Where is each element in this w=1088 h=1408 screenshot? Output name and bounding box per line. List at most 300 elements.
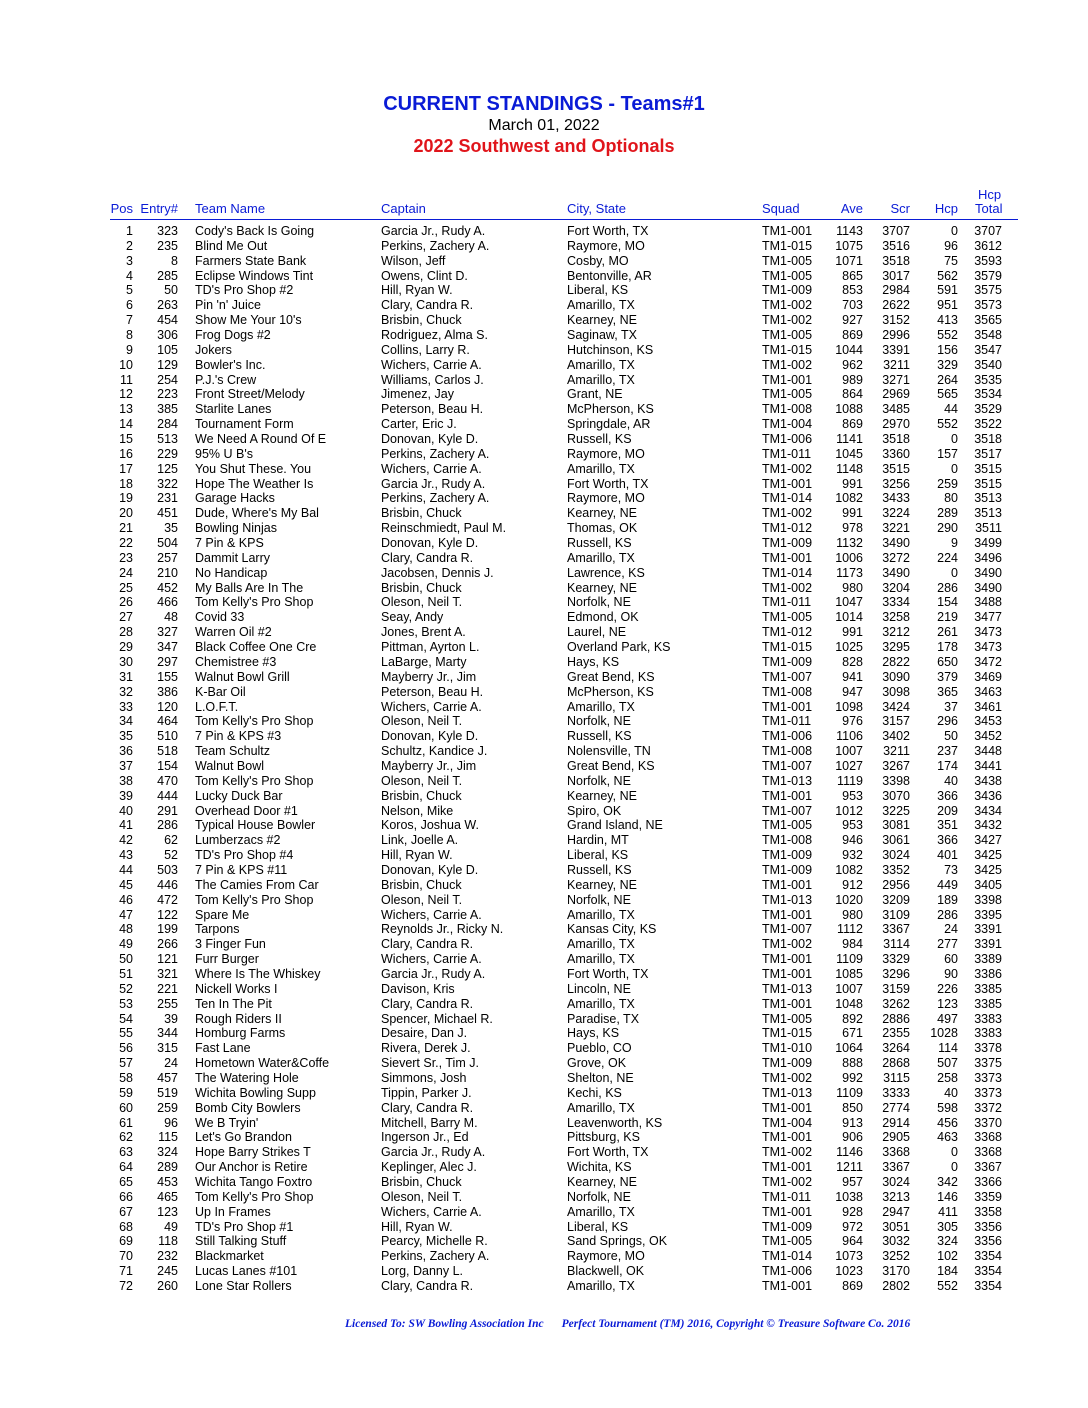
pos-cell: 3 bbox=[126, 253, 133, 268]
hcp-cell: 456 bbox=[937, 1115, 958, 1130]
ave-cell: 980 bbox=[842, 907, 863, 922]
captain-cell: Garcia Jr., Rudy A. bbox=[381, 224, 486, 238]
ave-cell: 850 bbox=[842, 1100, 863, 1115]
hcp-total-cell: 3593 bbox=[974, 253, 1002, 268]
pos-cell: 22 bbox=[119, 536, 133, 551]
captain-cell: Link, Joelle A. bbox=[381, 833, 459, 848]
hcp-total-cell: 3469 bbox=[974, 669, 1002, 684]
team-name-cell: Black Coffee One Cre bbox=[195, 640, 317, 655]
hcp-total-cell: 3383 bbox=[974, 1011, 1002, 1026]
team-name-cell: Cody's Back Is Going bbox=[195, 224, 315, 238]
entry-cell: 50 bbox=[164, 283, 178, 298]
ave-cell: 1047 bbox=[835, 595, 863, 610]
hcp-total-cell: 3579 bbox=[974, 268, 1002, 283]
squad-cell: TM1-008 bbox=[762, 833, 813, 848]
scr-cell: 2802 bbox=[882, 1279, 910, 1294]
team-name-cell: Jokers bbox=[195, 342, 232, 357]
city-state-cell: Wichita, KS bbox=[567, 1160, 632, 1175]
team-name-cell: Fast Lane bbox=[195, 1041, 251, 1056]
table-row bbox=[0, 566, 1088, 581]
hcp-total-cell: 3540 bbox=[974, 357, 1002, 372]
scr-cell: 2969 bbox=[882, 387, 910, 402]
ave-cell: 992 bbox=[842, 1070, 863, 1085]
scr-cell: 2622 bbox=[882, 298, 910, 313]
city-state-cell: Bentonville, AR bbox=[567, 268, 652, 283]
hcp-cell: 90 bbox=[944, 966, 958, 981]
entry-cell: 504 bbox=[157, 536, 178, 551]
squad-cell: TM1-007 bbox=[762, 803, 813, 818]
pos-cell: 30 bbox=[119, 654, 133, 669]
table-row bbox=[0, 685, 1088, 700]
squad-cell: TM1-008 bbox=[762, 684, 813, 699]
entry-cell: 229 bbox=[157, 446, 178, 461]
pos-cell: 29 bbox=[119, 640, 133, 655]
entry-cell: 125 bbox=[157, 461, 178, 476]
entry-cell: 444 bbox=[157, 788, 178, 803]
city-state-cell: Norfolk, NE bbox=[567, 595, 631, 610]
captain-cell: Hill, Ryan W. bbox=[381, 848, 453, 863]
table-row bbox=[0, 744, 1088, 759]
pos-cell: 31 bbox=[119, 669, 133, 684]
team-name-cell: Bomb City Bowlers bbox=[195, 1100, 301, 1115]
city-state-cell: Grant, NE bbox=[567, 387, 623, 402]
ave-cell: 1023 bbox=[835, 1264, 863, 1279]
city-state-cell: Kansas City, KS bbox=[567, 922, 657, 937]
ave-cell: 957 bbox=[842, 1175, 863, 1189]
captain-cell: Oleson, Neil T. bbox=[381, 1189, 463, 1204]
pos-cell: 51 bbox=[119, 966, 133, 981]
hcp-total-cell: 3405 bbox=[974, 877, 1002, 892]
city-state-cell: Amarillo, TX bbox=[567, 907, 635, 922]
table-row bbox=[0, 1116, 1088, 1131]
captain-cell: Oleson, Neil T. bbox=[381, 773, 463, 788]
squad-cell: TM1-004 bbox=[762, 1115, 813, 1130]
captain-cell: Clary, Candra R. bbox=[381, 298, 474, 313]
hcp-cell: 366 bbox=[937, 833, 958, 848]
team-name-cell: Rough Riders II bbox=[195, 1011, 282, 1026]
ave-cell: 947 bbox=[842, 684, 863, 699]
hcp-total-cell: 3463 bbox=[974, 684, 1002, 699]
table-row bbox=[0, 1249, 1088, 1264]
scr-cell: 3515 bbox=[882, 461, 910, 476]
pos-cell: 69 bbox=[119, 1234, 133, 1249]
col-entry-header: Entry# bbox=[140, 201, 178, 216]
scr-cell: 3115 bbox=[883, 1070, 910, 1085]
hcp-total-cell: 3372 bbox=[974, 1100, 1002, 1115]
squad-cell: TM1-014 bbox=[762, 1249, 813, 1264]
table-row bbox=[0, 1130, 1088, 1145]
captain-cell: Oleson, Neil T. bbox=[381, 714, 463, 729]
squad-cell: TM1-002 bbox=[762, 1175, 813, 1189]
city-state-cell: Hays, KS bbox=[567, 654, 620, 669]
city-state-cell: McPherson, KS bbox=[567, 402, 654, 417]
ave-cell: 864 bbox=[842, 387, 863, 402]
captain-cell: Wichers, Carrie A. bbox=[381, 357, 482, 372]
hcp-total-cell: 3535 bbox=[974, 372, 1002, 387]
pos-cell: 25 bbox=[119, 580, 133, 595]
captain-cell: Keplinger, Alec J. bbox=[381, 1160, 477, 1175]
hcp-total-cell: 3370 bbox=[974, 1115, 1002, 1130]
entry-cell: 154 bbox=[157, 758, 178, 773]
ave-cell: 953 bbox=[842, 788, 863, 803]
scr-cell: 3433 bbox=[882, 491, 910, 506]
table-row bbox=[0, 1145, 1088, 1160]
table-row bbox=[0, 358, 1088, 373]
entry-cell: 245 bbox=[157, 1264, 178, 1279]
city-state-cell: Laurel, NE bbox=[567, 625, 627, 640]
scr-cell: 3017 bbox=[882, 268, 910, 283]
squad-cell: TM1-005 bbox=[762, 328, 813, 343]
team-name-cell: Walnut Bowl Grill bbox=[195, 669, 290, 684]
pos-cell: 45 bbox=[119, 877, 133, 892]
hcp-cell: 365 bbox=[937, 684, 958, 699]
captain-cell: Reinschmiedt, Paul M. bbox=[381, 521, 507, 536]
ave-cell: 1073 bbox=[835, 1249, 863, 1264]
city-state-cell: Spiro, OK bbox=[567, 803, 622, 818]
entry-cell: 465 bbox=[157, 1189, 178, 1204]
table-row bbox=[0, 402, 1088, 417]
hcp-total-cell: 3441 bbox=[974, 758, 1002, 773]
ave-cell: 932 bbox=[842, 848, 863, 863]
hcp-total-cell: 3378 bbox=[974, 1041, 1002, 1056]
hcp-cell: 565 bbox=[937, 387, 958, 402]
city-state-cell: Fort Worth, TX bbox=[567, 476, 649, 491]
team-name-cell: 7 Pin & KPS #3 bbox=[195, 729, 282, 744]
team-name-cell: Still Talking Stuff bbox=[195, 1234, 287, 1249]
squad-cell: TM1-013 bbox=[762, 773, 813, 788]
pos-cell: 63 bbox=[119, 1145, 133, 1160]
hcp-cell: 209 bbox=[937, 803, 958, 818]
squad-cell: TM1-011 bbox=[762, 1189, 812, 1204]
captain-cell: Garcia Jr., Rudy A. bbox=[381, 1145, 486, 1160]
squad-cell: TM1-005 bbox=[762, 818, 813, 833]
city-state-cell: Norfolk, NE bbox=[567, 1189, 631, 1204]
hcp-total-cell: 3472 bbox=[974, 654, 1002, 669]
table-row bbox=[0, 670, 1088, 685]
captain-cell: Williams, Carlos J. bbox=[381, 372, 484, 387]
pos-cell: 4 bbox=[126, 268, 133, 283]
col-ave-header: Ave bbox=[840, 201, 863, 216]
table-row bbox=[0, 1071, 1088, 1086]
hcp-cell: 351 bbox=[937, 818, 958, 833]
hcp-cell: 951 bbox=[937, 298, 958, 313]
table-row bbox=[0, 462, 1088, 477]
ave-cell: 1112 bbox=[837, 922, 863, 937]
table-row bbox=[0, 1056, 1088, 1071]
hcp-total-cell: 3436 bbox=[974, 788, 1002, 803]
entry-cell: 454 bbox=[157, 313, 178, 328]
squad-cell: TM1-001 bbox=[762, 952, 813, 967]
scr-cell: 3081 bbox=[882, 818, 910, 833]
captain-cell: Mayberry Jr., Jim bbox=[381, 758, 477, 773]
team-name-cell: Furr Burger bbox=[195, 952, 259, 967]
table-row bbox=[0, 640, 1088, 655]
ave-cell: 828 bbox=[842, 654, 863, 669]
license-text: Licensed To: SW Bowling Association Inc bbox=[345, 1318, 544, 1330]
city-state-cell: Sand Springs, OK bbox=[567, 1234, 668, 1249]
hcp-total-cell: 3515 bbox=[974, 461, 1002, 476]
pos-cell: 8 bbox=[126, 328, 133, 343]
team-name-cell: Farmers State Bank bbox=[195, 253, 307, 268]
ave-cell: 1132 bbox=[836, 536, 863, 551]
entry-cell: 322 bbox=[157, 476, 178, 491]
captain-cell: Garcia Jr., Rudy A. bbox=[381, 966, 486, 981]
scr-cell: 3152 bbox=[882, 313, 910, 328]
entry-cell: 344 bbox=[157, 1026, 178, 1041]
scr-cell: 2956 bbox=[882, 877, 910, 892]
team-name-cell: Where Is The Whiskey bbox=[195, 966, 321, 981]
table-row bbox=[0, 1026, 1088, 1041]
pos-cell: 61 bbox=[119, 1115, 133, 1130]
hcp-cell: 0 bbox=[951, 432, 958, 447]
captain-cell: Brisbin, Chuck bbox=[381, 506, 462, 521]
captain-cell: Jacobsen, Dennis J. bbox=[381, 565, 494, 580]
team-name-cell: Front Street/Melody bbox=[195, 387, 305, 402]
ave-cell: 1025 bbox=[835, 640, 863, 655]
col-scr-header: Scr bbox=[890, 201, 910, 216]
city-state-cell: Kearney, NE bbox=[567, 788, 637, 803]
scr-cell: 2970 bbox=[882, 417, 910, 432]
footer bbox=[345, 1318, 1045, 1330]
pos-cell: 57 bbox=[119, 1056, 133, 1071]
entry-cell: 457 bbox=[157, 1070, 178, 1085]
pos-cell: 34 bbox=[119, 714, 133, 729]
ave-cell: 869 bbox=[842, 328, 863, 343]
table-row bbox=[0, 298, 1088, 313]
scr-cell: 3225 bbox=[882, 803, 910, 818]
captain-cell: Wichers, Carrie A. bbox=[381, 699, 482, 714]
squad-cell: TM1-001 bbox=[762, 699, 813, 714]
squad-cell: TM1-014 bbox=[762, 565, 813, 580]
table-row bbox=[0, 313, 1088, 328]
ave-cell: 1012 bbox=[835, 803, 863, 818]
table-row bbox=[0, 922, 1088, 937]
team-name-cell: Our Anchor is Retire bbox=[195, 1160, 308, 1175]
captain-cell: Clary, Candra R. bbox=[381, 937, 474, 952]
hcp-total-cell: 3452 bbox=[974, 729, 1002, 744]
pos-cell: 48 bbox=[119, 922, 133, 937]
city-state-cell: Amarillo, TX bbox=[567, 996, 635, 1011]
captain-cell: Simmons, Josh bbox=[381, 1070, 467, 1085]
scr-cell: 3070 bbox=[882, 788, 910, 803]
hcp-total-cell: 3473 bbox=[974, 625, 1002, 640]
squad-cell: TM1-009 bbox=[762, 654, 813, 669]
table-row bbox=[0, 1041, 1088, 1056]
col-city-header: City, State bbox=[567, 201, 627, 216]
table-row bbox=[0, 908, 1088, 923]
ave-cell: 941 bbox=[842, 669, 863, 684]
scr-cell: 3212 bbox=[882, 625, 910, 640]
team-name-cell: K-Bar Oil bbox=[195, 684, 246, 699]
captain-cell: Hill, Ryan W. bbox=[381, 1219, 453, 1234]
ave-cell: 913 bbox=[842, 1115, 863, 1130]
entry-cell: 452 bbox=[157, 580, 178, 595]
pos-cell: 16 bbox=[119, 446, 133, 461]
pos-cell: 38 bbox=[119, 773, 133, 788]
scr-cell: 2886 bbox=[882, 1011, 910, 1026]
table-row bbox=[0, 759, 1088, 774]
entry-cell: 518 bbox=[157, 744, 178, 759]
team-name-cell: The Camies From Car bbox=[195, 877, 319, 892]
hcp-cell: 552 bbox=[937, 1279, 958, 1294]
squad-cell: TM1-007 bbox=[762, 669, 813, 684]
city-state-cell: Raymore, MO bbox=[567, 491, 645, 506]
pos-cell: 9 bbox=[126, 342, 133, 357]
city-state-cell: Amarillo, TX bbox=[567, 1204, 635, 1219]
ave-cell: 703 bbox=[842, 298, 863, 313]
squad-cell: TM1-011 bbox=[762, 595, 812, 610]
hcp-total-cell: 3488 bbox=[974, 595, 1002, 610]
hcp-cell: 264 bbox=[937, 372, 958, 387]
header-divider bbox=[110, 219, 1018, 220]
table-row bbox=[0, 714, 1088, 729]
pos-cell: 7 bbox=[126, 313, 133, 328]
city-state-cell: Fort Worth, TX bbox=[567, 224, 649, 238]
report-date: March 01, 2022 bbox=[488, 117, 600, 134]
hcp-cell: 0 bbox=[951, 565, 958, 580]
table-row bbox=[0, 373, 1088, 388]
scr-cell: 3490 bbox=[882, 565, 910, 580]
col-hcp-total-header-bottom: Total bbox=[975, 201, 1003, 216]
squad-cell: TM1-010 bbox=[762, 1041, 813, 1056]
pos-cell: 1 bbox=[126, 224, 133, 238]
team-name-cell: Nickell Works I bbox=[195, 981, 278, 996]
captain-cell: Brisbin, Chuck bbox=[381, 877, 462, 892]
captain-cell: Wilson, Jeff bbox=[381, 253, 446, 268]
captain-cell: Nelson, Mike bbox=[381, 803, 454, 818]
scr-cell: 3204 bbox=[882, 580, 910, 595]
entry-cell: 323 bbox=[157, 224, 178, 238]
hcp-cell: 562 bbox=[937, 268, 958, 283]
pos-cell: 44 bbox=[119, 862, 133, 877]
hcp-total-cell: 3356 bbox=[974, 1234, 1002, 1249]
city-state-cell: Kearney, NE bbox=[567, 580, 637, 595]
scr-cell: 3090 bbox=[882, 669, 910, 684]
captain-cell: Schultz, Kandice J. bbox=[381, 744, 488, 759]
hcp-total-cell: 3499 bbox=[974, 536, 1002, 551]
ave-cell: 853 bbox=[842, 283, 863, 298]
city-state-cell: Amarillo, TX bbox=[567, 372, 635, 387]
table-row bbox=[0, 224, 1088, 239]
team-name-cell: Lucas Lanes #101 bbox=[195, 1264, 298, 1279]
hcp-total-cell: 3513 bbox=[974, 491, 1002, 506]
squad-cell: TM1-012 bbox=[762, 521, 813, 536]
table-row bbox=[0, 878, 1088, 893]
squad-cell: TM1-002 bbox=[762, 580, 813, 595]
hcp-cell: 123 bbox=[937, 996, 958, 1011]
col-captain-header: Captain bbox=[381, 201, 426, 216]
scr-cell: 3271 bbox=[882, 372, 910, 387]
hcp-cell: 463 bbox=[937, 1130, 958, 1145]
hcp-cell: 261 bbox=[937, 625, 958, 640]
hcp-cell: 102 bbox=[937, 1249, 958, 1264]
scr-cell: 3490 bbox=[882, 536, 910, 551]
hcp-cell: 146 bbox=[937, 1189, 958, 1204]
city-state-cell: Kechi, KS bbox=[567, 1085, 622, 1100]
team-name-cell: Walnut Bowl bbox=[195, 758, 265, 773]
scr-cell: 3211 bbox=[883, 357, 910, 372]
ave-cell: 912 bbox=[842, 877, 863, 892]
hcp-total-cell: 3529 bbox=[974, 402, 1002, 417]
hcp-cell: 552 bbox=[937, 417, 958, 432]
hcp-total-cell: 3490 bbox=[974, 580, 1002, 595]
city-state-cell: Blackwell, OK bbox=[567, 1264, 645, 1279]
captain-cell: Rodriguez, Alma S. bbox=[381, 328, 488, 343]
pos-cell: 14 bbox=[119, 417, 133, 432]
entry-cell: 199 bbox=[157, 922, 178, 937]
table-row bbox=[0, 937, 1088, 952]
city-state-cell: Amarillo, TX bbox=[567, 298, 635, 313]
scr-cell: 2996 bbox=[882, 328, 910, 343]
squad-cell: TM1-009 bbox=[762, 283, 813, 298]
pos-cell: 50 bbox=[119, 952, 133, 967]
table-row bbox=[0, 447, 1088, 462]
copyright-text: Perfect Tournament (TM) 2016, Copyright © Treasure Software Co. 2016 bbox=[561, 1318, 911, 1330]
team-name-cell: Covid 33 bbox=[195, 610, 245, 625]
city-state-cell: Raymore, MO bbox=[567, 446, 645, 461]
entry-cell: 297 bbox=[157, 654, 178, 669]
city-state-cell: Hays, KS bbox=[567, 1026, 620, 1041]
hcp-total-cell: 3368 bbox=[974, 1145, 1002, 1160]
team-name-cell: Overhead Door #1 bbox=[195, 803, 298, 818]
hcp-cell: 237 bbox=[937, 744, 958, 759]
scr-cell: 3367 bbox=[882, 922, 910, 937]
entry-cell: 472 bbox=[157, 892, 178, 907]
table-row bbox=[0, 789, 1088, 804]
hcp-total-cell: 3425 bbox=[974, 848, 1002, 863]
squad-cell: TM1-002 bbox=[762, 937, 813, 952]
table-row bbox=[0, 254, 1088, 269]
hcp-total-cell: 3513 bbox=[974, 506, 1002, 521]
table-row bbox=[0, 625, 1088, 640]
table-row bbox=[0, 521, 1088, 536]
entry-cell: 221 bbox=[157, 981, 178, 996]
hcp-cell: 114 bbox=[938, 1041, 958, 1056]
team-name-cell: Hope The Weather Is bbox=[195, 476, 314, 491]
squad-cell: TM1-001 bbox=[762, 966, 813, 981]
team-name-cell: Wichita Tango Foxtro bbox=[195, 1175, 313, 1189]
city-state-cell: Russell, KS bbox=[567, 536, 632, 551]
city-state-cell: Raymore, MO bbox=[567, 238, 645, 253]
city-state-cell: Russell, KS bbox=[567, 862, 632, 877]
ave-cell: 962 bbox=[842, 357, 863, 372]
squad-cell: TM1-014 bbox=[762, 491, 813, 506]
hcp-cell: 552 bbox=[937, 328, 958, 343]
hcp-cell: 80 bbox=[944, 491, 958, 506]
entry-cell: 453 bbox=[157, 1175, 178, 1189]
table-row bbox=[0, 551, 1088, 566]
pos-cell: 40 bbox=[119, 803, 133, 818]
table-header bbox=[0, 187, 1088, 219]
table-row bbox=[0, 1086, 1088, 1101]
scr-cell: 3051 bbox=[882, 1219, 910, 1234]
hcp-cell: 174 bbox=[937, 758, 958, 773]
ave-cell: 1064 bbox=[835, 1041, 863, 1056]
squad-cell: TM1-011 bbox=[762, 446, 812, 461]
city-state-cell: Liberal, KS bbox=[567, 848, 629, 863]
hcp-cell: 37 bbox=[944, 699, 958, 714]
entry-cell: 519 bbox=[157, 1085, 178, 1100]
captain-cell: Pittman, Ayrton L. bbox=[381, 640, 480, 655]
city-state-cell: Nolensville, TN bbox=[567, 744, 651, 759]
scr-cell: 3518 bbox=[882, 253, 910, 268]
entry-cell: 24 bbox=[164, 1056, 178, 1071]
scr-cell: 3170 bbox=[882, 1264, 910, 1279]
ave-cell: 927 bbox=[842, 313, 863, 328]
ave-cell: 1148 bbox=[836, 461, 863, 476]
pos-cell: 13 bbox=[119, 402, 133, 417]
city-state-cell: Amarillo, TX bbox=[567, 461, 635, 476]
